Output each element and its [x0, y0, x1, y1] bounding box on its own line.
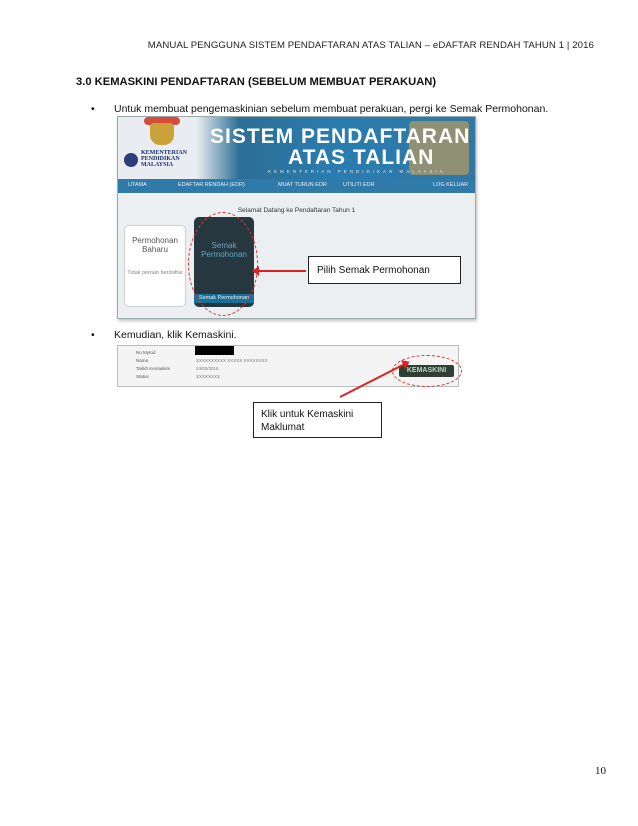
nav-item-utiliti[interactable]: UTILITI EDR: [343, 182, 375, 188]
ministry-name: KEMENTERIAN PENDIDIKAN MALAYSIA: [141, 150, 188, 168]
highlight-ellipse: [188, 212, 258, 316]
bullet-text: Kemudian, klik Kemaskini.: [114, 329, 237, 341]
card-new-title: Permohonan Baharu: [132, 236, 178, 254]
nav-item-edaftar[interactable]: EDAFTAR RENDAH (EDR): [178, 182, 245, 188]
card-new-application[interactable]: [124, 225, 186, 307]
check-application-button[interactable]: Semak Permohonan: [194, 294, 254, 303]
callout-text: Klik untuk Kemaskini Maklumat: [261, 409, 354, 433]
row-label: Tarikh Kemaskini: [136, 366, 171, 371]
nav-item-log-keluar[interactable]: LOG KELUAR: [433, 182, 469, 188]
callout-box: [308, 256, 461, 284]
callout-box: [253, 402, 382, 438]
row-value: 24/02/2016: [196, 366, 219, 371]
banner-title-line1: SISTEM PENDAFTARAN: [210, 125, 471, 148]
banner-title-line2: ATAS TALIAN: [288, 146, 435, 169]
nav-item-utama[interactable]: UTAMA: [128, 182, 147, 188]
screenshot-main-page: [117, 116, 476, 319]
system-banner: [118, 117, 475, 179]
row-label: Nama: [136, 358, 149, 363]
callout-text: Pilih Semak Permohonan: [317, 265, 430, 276]
welcome-text: Selamat Datang ke Pendaftaran Tahun 1: [237, 207, 356, 214]
nav-bar: [118, 179, 475, 193]
page-number: 10: [595, 765, 606, 777]
card-check-title: Semak Permohonan: [201, 241, 247, 259]
callout-arrow: [256, 270, 306, 272]
section-heading: 3.0 KEMASKINI PENDAFTARAN (SEBELUM MEMBUAT PERAKUAN): [76, 76, 437, 88]
nav-item-muat-turun[interactable]: MUAT TURUN EDR: [278, 182, 327, 188]
row-value: XXXXXXXX: [196, 374, 221, 379]
kemaskini-button[interactable]: KEMASKINI: [399, 365, 454, 377]
redaction-bar: [195, 346, 234, 355]
coat-of-arms-icon: [150, 123, 174, 145]
bullet-text: Untuk membuat pengemaskinian sebelum membuat perakuan, pergi ke Semak Permohonan.: [114, 103, 549, 115]
row-label: No MyKid: [136, 350, 156, 355]
row-label: Status: [136, 374, 149, 379]
kpm-logo-icon: [124, 153, 138, 167]
banner-subtitle: KEMENTERIAN PENDIDIKAN MALAYSIA: [268, 169, 446, 174]
page-header: MANUAL PENGGUNA SISTEM PENDAFTARAN ATAS TALIAN – eDAFTAR RENDAH TAHUN 1 | 2016: [147, 40, 594, 51]
card-new-subtitle: Tidak pernah berdaftar: [127, 270, 183, 276]
row-value: XXXXXXXXXX XXXXX XXXXXXXX: [196, 358, 268, 363]
